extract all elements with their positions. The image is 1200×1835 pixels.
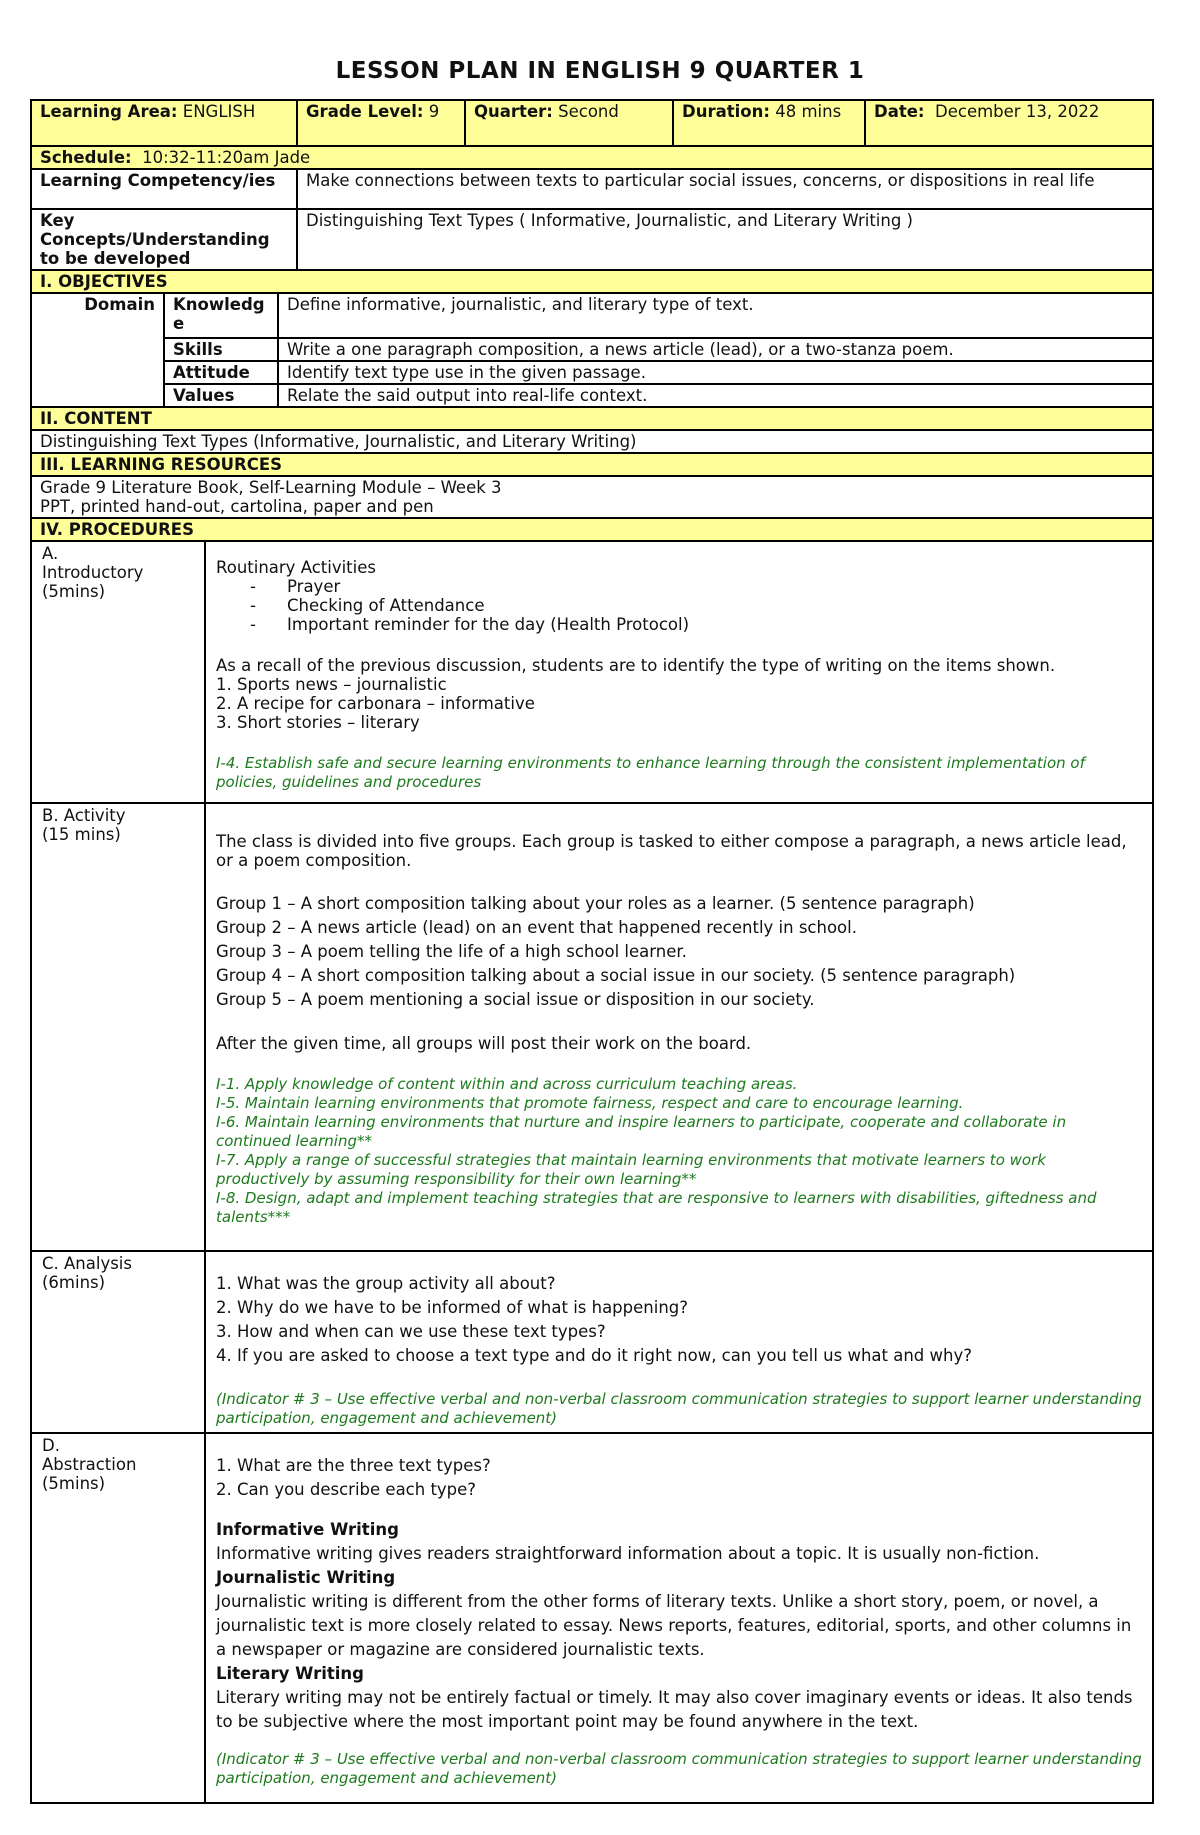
- analysis-label-a: C. Analysis: [42, 1254, 132, 1273]
- routine-title: Routinary Activities: [216, 558, 376, 577]
- objectives-heading-row: [31, 270, 1153, 293]
- objective-value-knowledge: Define informative, journalistic, and literary type of text.: [278, 294, 1152, 338]
- objective-label-values: Values: [173, 386, 235, 405]
- activity-after: After the given time, all groups will post their work on the board.: [216, 1034, 752, 1053]
- routine-item: - Prayer: [250, 577, 1142, 596]
- key-concepts-row: [31, 209, 1153, 270]
- objective-label-attitude: Attitude: [173, 363, 250, 382]
- recall-item: 1. Sports news – journalistic: [216, 675, 447, 694]
- abstraction-body: [205, 1433, 1153, 1803]
- content-text: Distinguishing Text Types (Informative, Journalistic, and Literary Writing): [31, 430, 1153, 453]
- informative-text: Informative writing gives readers straightforward information about a topic. It is usually non-fiction.: [216, 1544, 1040, 1563]
- activity-row: [31, 803, 1153, 1251]
- lesson-plan-table: [30, 99, 1154, 1804]
- abstraction-question: 2. Can you describe each type?: [216, 1480, 477, 1499]
- quarter-label: Quarter:: [474, 102, 553, 121]
- literary-title: Literary Writing: [216, 1664, 364, 1683]
- quarter-value: Second: [558, 102, 619, 121]
- literary-text: Literary writing may not be entirely factual or timely. It may also cover imaginary events or ideas. It also tends to be subjective where the most important point may be found anywhere in the text.: [216, 1688, 1133, 1731]
- objective-value-attitude: Identify text type use in the given passage.: [278, 361, 1152, 384]
- objectives-heading: I. OBJECTIVES: [31, 270, 1153, 293]
- abstraction-label-b: Abstraction: [42, 1455, 137, 1474]
- analysis-row: [31, 1251, 1153, 1433]
- quarter-cell: [465, 100, 673, 146]
- analysis-question: 4. If you are asked to choose a text type and do it right now, can you tell us what and why?: [216, 1346, 973, 1365]
- activity-label-b: (15 mins): [42, 825, 121, 844]
- procedures-heading: IV. PROCEDURES: [31, 518, 1153, 541]
- schedule-row: [31, 146, 1153, 169]
- activity-indicator: I-5. Maintain learning environments that promote fairness, respect and care to encourage learning.: [216, 1094, 964, 1112]
- analysis-body: [205, 1251, 1153, 1433]
- duration-label: Duration:: [682, 102, 770, 121]
- abstraction-label: [31, 1433, 205, 1803]
- objective-value-values: Relate the said output into real-life context.: [278, 384, 1152, 406]
- group-item: Group 4 – A short composition talking about a social issue in our society. (5 sentence paragraph): [216, 966, 1016, 985]
- intro-label-c: (5mins): [42, 582, 106, 601]
- abstraction-label-a: D.: [42, 1436, 60, 1455]
- introductory-body: [205, 541, 1153, 803]
- learning-area-value: ENGLISH: [182, 102, 256, 121]
- key-concepts-label: Key Concepts/Understanding to be developed: [40, 211, 270, 268]
- abstraction-question: 1. What are the three text types?: [216, 1456, 491, 1475]
- journalistic-text: Journalistic writing is different from the other forms of literary texts. Unlike a short story, poem, or novel, a journalistic text is more closely related to essay. News reports, features, editorial, sports, and other columns in a newspaper or magazine are considered journalistic texts.: [216, 1592, 1132, 1659]
- group-item: Group 1 – A short composition talking about your roles as a learner. (5 sentence paragraph): [216, 894, 975, 913]
- competency-label: Learning Competency/ies: [40, 171, 276, 190]
- journalistic-title: Journalistic Writing: [216, 1568, 396, 1587]
- content-heading-row: [31, 407, 1153, 430]
- activity-body: [205, 803, 1153, 1251]
- grade-level-cell: [297, 100, 465, 146]
- routine-item: - Important reminder for the day (Health Protocol): [250, 615, 1142, 634]
- resources-line-2: PPT, printed hand-out, cartolina, paper and pen: [40, 497, 434, 516]
- intro-label-b: Introductory: [42, 563, 144, 582]
- procedures-heading-row: [31, 518, 1153, 541]
- objectives-table: [32, 294, 1152, 406]
- introductory-indicator: I-4. Establish safe and secure learning environments to enhance learning through the consistent implementation of policies, guidelines and procedures: [216, 754, 1085, 791]
- grade-level-label: Grade Level:: [306, 102, 424, 121]
- grade-level-value: 9: [428, 102, 440, 121]
- group-item: Group 5 – A poem mentioning a social issue or disposition in our society.: [216, 990, 815, 1009]
- resources-heading-row: [31, 453, 1153, 476]
- date-label: Date:: [874, 102, 925, 121]
- analysis-question: 2. Why do we have to be informed of what is happening?: [216, 1298, 689, 1317]
- schedule-label: Schedule:: [40, 148, 132, 167]
- objectives-row: [31, 293, 1153, 407]
- activity-label-a: B. Activity: [42, 806, 126, 825]
- content-row: [31, 430, 1153, 453]
- analysis-question: 3. How and when can we use these text types?: [216, 1322, 606, 1341]
- key-concepts-value: Distinguishing Text Types ( Informative, Journalistic, and Literary Writing ): [297, 209, 1153, 270]
- resources-heading: III. LEARNING RESOURCES: [31, 453, 1153, 476]
- routine-list: [216, 577, 1142, 634]
- content-heading: II. CONTENT: [31, 407, 1153, 430]
- informative-title: Informative Writing: [216, 1520, 399, 1539]
- activity-indicator: I-8. Design, adapt and implement teaching strategies that are responsive to learners with disabilities, giftedness and talents***: [216, 1189, 1097, 1226]
- objective-label-knowledge: Knowledg e: [173, 295, 265, 333]
- competency-value: Make connections between texts to particular social issues, concerns, or dispositions in real life: [297, 169, 1153, 209]
- activity-label: [31, 803, 205, 1251]
- analysis-label: [31, 1251, 205, 1433]
- recall-item: 3. Short stories – literary: [216, 713, 420, 732]
- resources-row: [31, 476, 1153, 518]
- introductory-row: [31, 541, 1153, 803]
- abstraction-label-c: (5mins): [42, 1474, 106, 1493]
- recall-item: 2. A recipe for carbonara – informative: [216, 694, 535, 713]
- learning-area-cell: [31, 100, 297, 146]
- date-cell: [865, 100, 1153, 146]
- routine-item: - Checking of Attendance: [250, 596, 1142, 615]
- abstraction-row: [31, 1433, 1153, 1803]
- schedule-value: 10:32-11:20am Jade: [142, 148, 311, 167]
- learning-area-label: Learning Area:: [40, 102, 178, 121]
- competency-row: [31, 169, 1153, 209]
- group-item: Group 3 – A poem telling the life of a high school learner.: [216, 942, 687, 961]
- activity-indicator: I-7. Apply a range of successful strategies that maintain learning environments that motivate learners to work productively by assuming responsibility for their own learning**: [216, 1151, 1046, 1188]
- recall-text: As a recall of the previous discussion, students are to identify the type of writing on the items shown.: [216, 656, 1056, 675]
- analysis-indicator: (Indicator # 3 – Use effective verbal and non-verbal classroom communication strategies to support learner understanding participation, engagement and achievement): [216, 1390, 1142, 1427]
- analysis-label-b: (6mins): [42, 1273, 106, 1292]
- objective-value-skills: Write a one paragraph composition, a news article (lead), or a two-stanza poem.: [278, 338, 1152, 361]
- activity-intro: The class is divided into five groups. Each group is tasked to either compose a paragraph, a news article lead, or a poem composition.: [216, 832, 1127, 870]
- header-row: [31, 100, 1153, 146]
- activity-indicator: I-1. Apply knowledge of content within and across curriculum teaching areas.: [216, 1075, 798, 1093]
- intro-label-a: A.: [42, 544, 59, 563]
- group-item: Group 2 – A news article (lead) on an event that happened recently in school.: [216, 918, 857, 937]
- date-value: December 13, 2022: [935, 102, 1100, 121]
- resources-line-1: Grade 9 Literature Book, Self-Learning Module – Week 3: [40, 478, 502, 497]
- duration-value: 48 mins: [775, 102, 842, 121]
- page-title: LESSON PLAN IN ENGLISH 9 QUARTER 1: [335, 58, 865, 84]
- analysis-question: 1. What was the group activity all about?: [216, 1274, 556, 1293]
- abstraction-indicator: (Indicator # 3 – Use effective verbal and non-verbal classroom communication strategies to support learner understanding participation, engagement and achievement): [216, 1750, 1142, 1787]
- introductory-label: [31, 541, 205, 803]
- activity-indicator: I-6. Maintain learning environments that nurture and inspire learners to participate, cooperate and collaborate in continued learning**: [216, 1113, 1067, 1150]
- domain-label: Domain: [84, 295, 155, 314]
- duration-cell: [673, 100, 865, 146]
- objective-label-skills: Skills: [173, 340, 223, 359]
